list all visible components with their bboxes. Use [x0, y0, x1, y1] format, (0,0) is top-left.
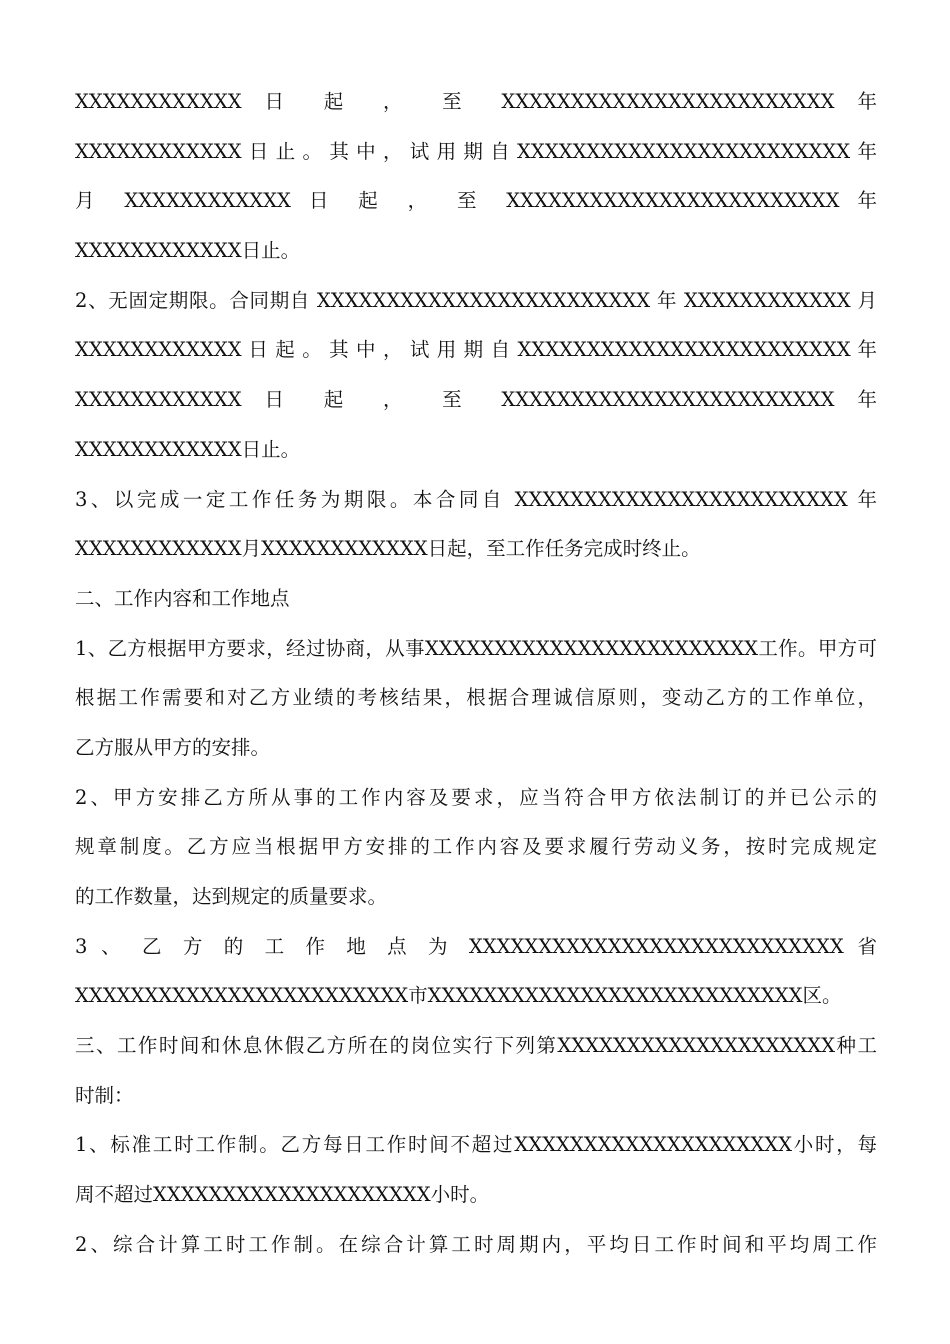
text-line: XXXXXXXXXXXXXXXXXXXXXXXX市XXXXXXXXXXXXXXXXXXXXXXXXXXX区。: [75, 984, 842, 1008]
section-heading: 二、工作内容和工作地点: [75, 586, 290, 610]
text-line: 时制：: [75, 1083, 134, 1107]
text-line: XXXXXXXXXXXX日止。其中，试用期自XXXXXXXXXXXXXXXXXXXXXXXX年: [75, 139, 877, 163]
text-line: XXXXXXXXXXXX 日 起 ， 至 XXXXXXXXXXXXXXXXXXXXXXXX 年: [75, 90, 877, 113]
text-line: XXXXXXXXXXXX日止。: [75, 239, 301, 263]
text-line: 2、甲方安排乙方所从事的工作内容及要求，应当符合甲方依法制订的并已公示的: [75, 785, 877, 809]
section-heading: 三、工作时间和休息休假乙方所在的岗位实行下列第XXXXXXXXXXXXXXXXXXXX种工: [75, 1034, 877, 1058]
text-line: 3、以完成一定工作任务为期限。本合同自 XXXXXXXXXXXXXXXXXXXXXXXX 年: [75, 487, 877, 511]
text-line: 的工作数量，达到规定的质量要求。: [75, 885, 388, 908]
text-line: 2、无固定期限。合同期自 XXXXXXXXXXXXXXXXXXXXXXXX 年 XXXXXXXXXXXX 月: [75, 288, 877, 312]
text-line: XXXXXXXXXXXX 日 起 ， 至 XXXXXXXXXXXXXXXXXXXXXXXX 年: [75, 388, 877, 412]
text-line: 根据工作需要和对乙方业绩的考核结果，根据合理诚信原则，变动乙方的工作单位，: [75, 686, 877, 710]
text-line: 2、综合计算工时工作制。在综合计算工时周期内，平均日工作时间和平均周工作: [75, 1232, 877, 1256]
text-line: XXXXXXXXXXXX 日 起 。 其 中 ， 试 用 期 自 XXXXXXXXXXXXXXXXXXXXXXXX 年: [75, 338, 877, 362]
text-line: 3 、 乙 方 的 工 作 地 点 为 XXXXXXXXXXXXXXXXXXXXXXXXXXX 省: [75, 934, 877, 958]
text-line: 规章制度。乙方应当根据甲方安排的工作内容及要求履行劳动义务，按时完成规定: [75, 835, 877, 859]
text-line: 1、标准工时工作制。乙方每日工作时间不超过XXXXXXXXXXXXXXXXXXXX小时，每: [75, 1133, 877, 1157]
text-line: XXXXXXXXXXXX日止。: [75, 437, 301, 461]
document-page: [75, 77, 877, 1270]
text-line: 乙方服从甲方的安排。: [75, 735, 271, 759]
text-line: 1、乙方根据甲方要求，经过协商，从事XXXXXXXXXXXXXXXXXXXXXXXX工作。甲方可: [75, 636, 877, 660]
text-line: 月 XXXXXXXXXXXX 日 起 ， 至 XXXXXXXXXXXXXXXXXXXXXXXX 年: [75, 189, 877, 213]
text-line: 周不超过XXXXXXXXXXXXXXXXXXXX小时。: [75, 1183, 490, 1207]
text-line: XXXXXXXXXXXX月XXXXXXXXXXXX日起，至工作任务完成时终止。: [75, 537, 701, 561]
